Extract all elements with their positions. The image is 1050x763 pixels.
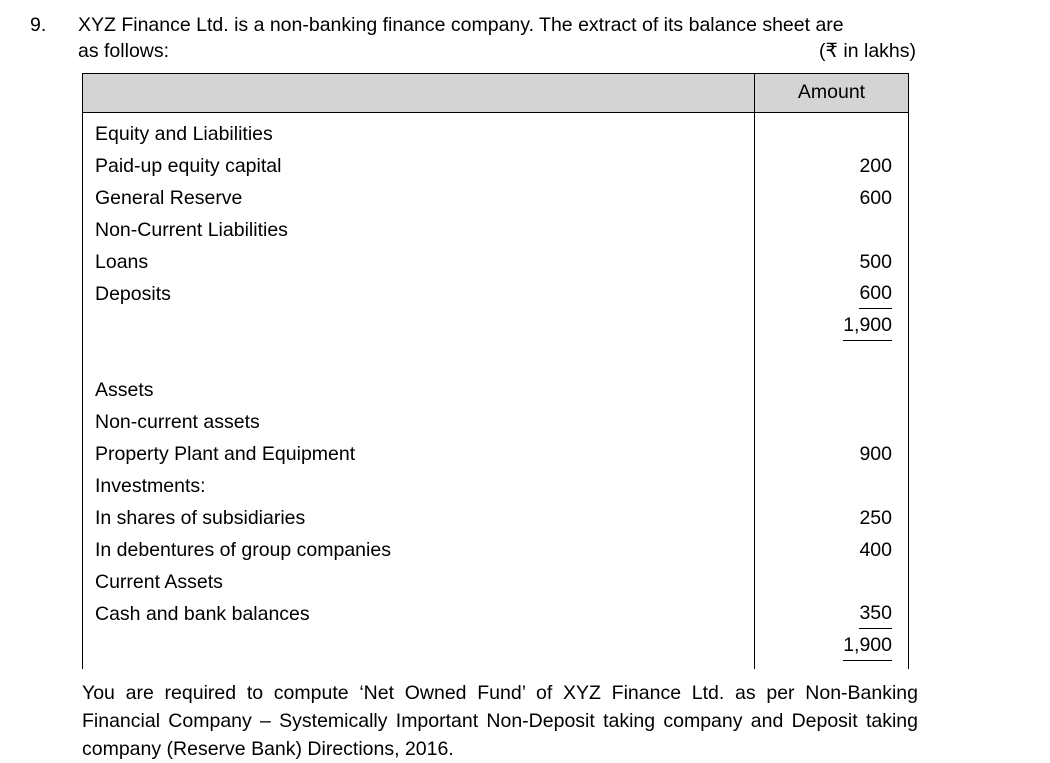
table-row — [83, 279, 909, 311]
row-amount — [755, 567, 909, 599]
table-row — [83, 247, 909, 279]
question-line-1: XYZ Finance Ltd. is a non-banking finance company. The extract of its balance sheet are — [78, 14, 844, 36]
balance-sheet-table — [82, 73, 909, 669]
row-amount — [755, 311, 909, 343]
row-label: Non-current assets — [83, 407, 755, 439]
question-block — [0, 12, 1050, 65]
question-text — [78, 12, 1018, 65]
row-label — [83, 343, 755, 375]
table-row — [83, 439, 909, 471]
row-amount — [755, 535, 909, 567]
row-amount — [755, 247, 909, 279]
row-label: Deposits — [83, 279, 755, 311]
amount-value: 200 — [859, 155, 892, 178]
row-amount — [755, 151, 909, 183]
table-row — [83, 215, 909, 247]
row-label: Cash and bank balances — [83, 599, 755, 631]
table-row — [83, 311, 909, 343]
table-row — [83, 407, 909, 439]
row-amount — [755, 631, 909, 669]
table-row — [83, 535, 909, 567]
row-amount — [755, 343, 909, 375]
table-header — [83, 73, 909, 112]
table-row — [83, 112, 909, 151]
row-amount — [755, 375, 909, 407]
row-label: Current Assets — [83, 567, 755, 599]
amount-value: 900 — [859, 443, 892, 466]
row-label: Loans — [83, 247, 755, 279]
row-amount — [755, 112, 909, 151]
row-label: In shares of subsidiaries — [83, 503, 755, 535]
table-row — [83, 567, 909, 599]
amount-value: 400 — [859, 539, 892, 562]
unit-suffix: in lakhs) — [837, 40, 916, 63]
amount-unit-note — [819, 38, 1018, 64]
row-amount — [755, 503, 909, 535]
row-amount — [755, 183, 909, 215]
row-label: General Reserve — [83, 183, 755, 215]
row-amount — [755, 599, 909, 631]
amount-value: 600 — [859, 280, 892, 308]
row-label: Equity and Liabilities — [83, 112, 755, 151]
row-label: Paid-up equity capital — [83, 151, 755, 183]
table-row — [83, 183, 909, 215]
footer-instruction: You are required to compute ‘Net Owned Fund’ of XYZ Finance Ltd. as per Non-Banking Financial Company – Systemically Important Non-Deposit taking company and Deposit taking company (Reserve Bank) Directions, 2016. — [82, 681, 918, 761]
table-row — [83, 151, 909, 183]
table-row — [83, 375, 909, 407]
rupee-icon: ₹ — [825, 39, 838, 63]
table-body — [83, 112, 909, 669]
question-line-2 — [78, 38, 1018, 64]
question-number: 9. — [30, 14, 47, 36]
table-spacer-row — [83, 343, 909, 375]
balance-sheet-table-wrap — [82, 73, 908, 669]
table-header-row — [83, 73, 909, 112]
amount-value: 1,900 — [843, 632, 892, 660]
row-label: In debentures of group companies — [83, 535, 755, 567]
amount-value: 250 — [859, 507, 892, 530]
row-label: Assets — [83, 375, 755, 407]
table-row — [83, 599, 909, 631]
table-row — [83, 503, 909, 535]
column-header-description — [83, 73, 755, 112]
row-amount — [755, 471, 909, 503]
unit-prefix: ( — [819, 40, 826, 63]
row-amount — [755, 407, 909, 439]
row-amount — [755, 215, 909, 247]
amount-value: 1,900 — [843, 312, 892, 340]
question-line-2-text: as follows: — [78, 40, 170, 63]
table-row — [83, 631, 909, 669]
amount-value: 350 — [859, 600, 892, 628]
column-header-amount: Amount — [755, 73, 909, 112]
row-label — [83, 311, 755, 343]
row-amount — [755, 439, 909, 471]
amount-value: 500 — [859, 251, 892, 274]
row-label — [83, 631, 755, 669]
amount-value: 600 — [859, 187, 892, 210]
row-amount — [755, 279, 909, 311]
row-label: Property Plant and Equipment — [83, 439, 755, 471]
row-label: Non-Current Liabilities — [83, 215, 755, 247]
table-row — [83, 471, 909, 503]
row-label: Investments: — [83, 471, 755, 503]
